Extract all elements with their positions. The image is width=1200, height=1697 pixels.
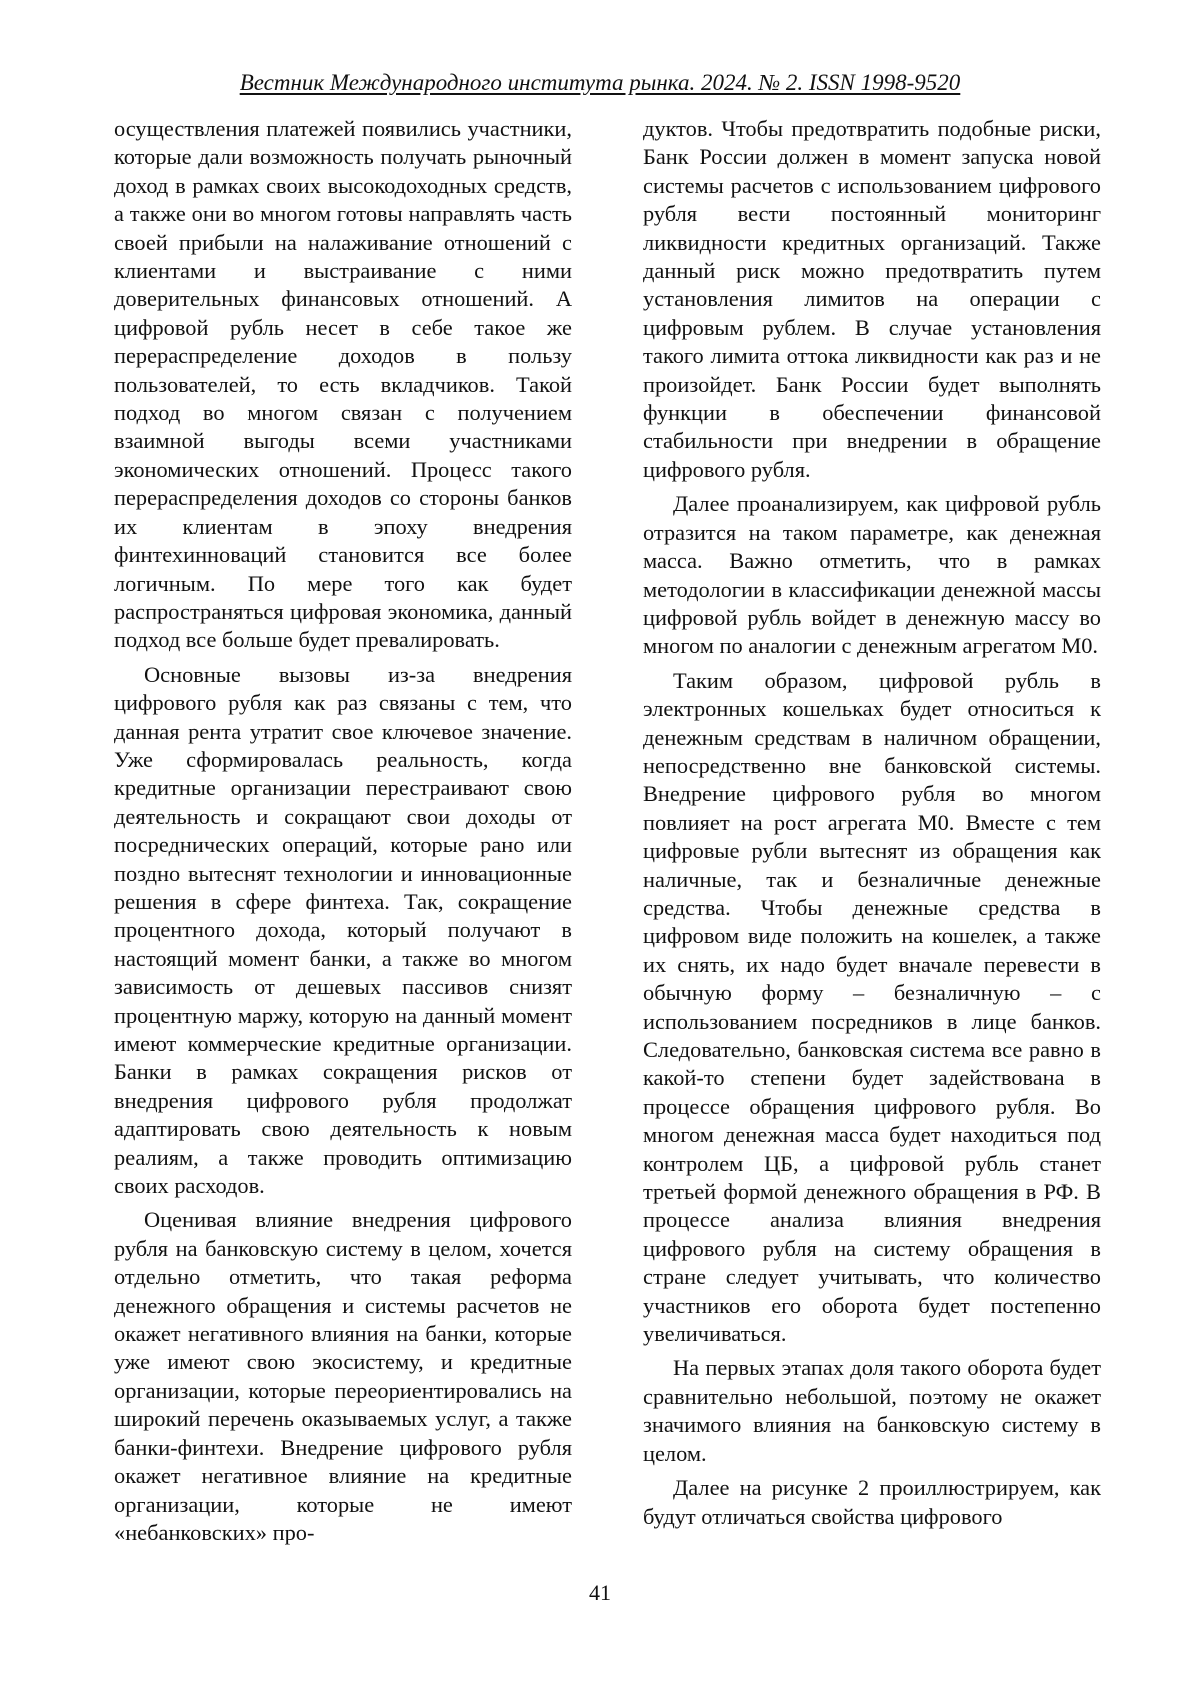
paragraph: Таким образом, цифровой рубль в электронных кошельках будет относиться к денежным средствам в наличном обращении, непосредственно вне банковской системы. Внедрение цифрового рубля во многом повлияет на рост агрегата М0. Вместе с тем цифровые рубли вытеснят из обращения как наличные, так и безналичные денежные средства. Чтобы денежные средства в цифровом виде положить на кошелек, а также их снять, их надо будет вначале перевести в обычную форму – безналичную – с использованием посредников в лице банков. Следовательно, банковская система все равно в какой-то степени будет задействована в процессе обращения цифрового рубля. Во многом денежная масса будет находиться под контролем ЦБ, а цифровой рубль станет третьей формой денежного обращения в РФ. В процессе анализа влияния внедрения цифрового рубля на систему обращения в стране следует учитывать, что количество участников его оборота будет постепенно увеличиваться.: [643, 667, 1101, 1347]
paragraph: Основные вызовы из-за внедрения цифрового рубля как раз связаны с тем, что данная рента утратит свое ключевое значение. Уже сформировалась реальность, когда кредитные организации перестраивают свою деятельность и сокращают свои доходы от посреднических операций, которые рано или поздно вытеснят технологии и инновационные решения в сфере финтеха. Так, сокращение процентного дохода, который получают в настоящий момент банки, а также во многом зависимость от дешевых пассивов снизят процентную маржу, которую на данный момент имеют коммерческие кредитные организации. Банки в рамках сокращения рисков от внедрения цифрового рубля продолжат адаптировать свою деятельность к новым реалиям, а также проводить оптимизацию своих расходов.: [114, 661, 572, 1199]
left-column: [114, 115, 572, 1553]
paragraph: осуществления платежей появились участники, которые дали возможность получать рыночный доход в рамках своих высокодоходных средств, а также они во многом готовы направлять часть своей прибыли на налаживание отношений с клиентами и выстраивание с ними доверительных финансовых отношений. А цифровой рубль несет в себе такое же перераспределение доходов в пользу пользователей, то есть вкладчиков. Такой подход во многом связан с получением взаимной выгоды всеми участниками экономических отношений. Процесс такого перераспределения доходов со стороны банков их клиентам в эпоху внедрения финтехинноваций становится все более логичным. По мере того как будет распространяться цифровая экономика, данный подход все больше будет превалировать.: [114, 116, 572, 653]
page-number: 41: [589, 1580, 611, 1605]
paragraph: На первых этапах доля такого оборота будет сравнительно небольшой, поэтому не окажет значимого влияния на банковскую систему в целом.: [643, 1355, 1101, 1466]
paragraph: Далее на рисунке 2 проиллюстрируем, как будут отличаться свойства цифрового: [643, 1475, 1101, 1529]
paragraph: Оценивая влияние внедрения цифрового рубля на банковскую систему в целом, хочется отдельно отметить, что такая реформа денежного обращения и системы расчетов не окажет негативного влияния на банки, которые уже имеют свою экосистему, и кредитные организации, которые переориентировались на широкий перечень оказываемых услуг, а также банки-финтехи. Внедрение цифрового рубля окажет негативное влияние на кредитные организации, которые не имеют «небанковских» про-: [114, 1207, 572, 1545]
right-column: [643, 115, 1101, 1537]
paragraph: дуктов. Чтобы предотвратить подобные риски, Банк России должен в момент запуска новой системы расчетов с использованием цифрового рубля вести постоянный мониторинг ликвидности кредитных организаций. Также данный риск можно предотвратить путем установления лимитов на операции с цифровым рублем. В случае установления такого лимита оттока ликвидности как раз и не произойдет. Банк России будет выполнять функции в обеспечении финансовой стабильности при внедрении в обращение цифрового рубля.: [643, 116, 1101, 482]
paragraph: Далее проанализируем, как цифровой рубль отразится на таком параметре, как денежная масса. Важно отметить, что в рамках методологии в классификации денежной массы цифровой рубль войдет в денежную массу во многом по аналогии с денежным агрегатом М0.: [643, 491, 1101, 659]
running-header: Вестник Международного института рынка. 2024. № 2. ISSN 1998-9520: [239, 70, 961, 95]
